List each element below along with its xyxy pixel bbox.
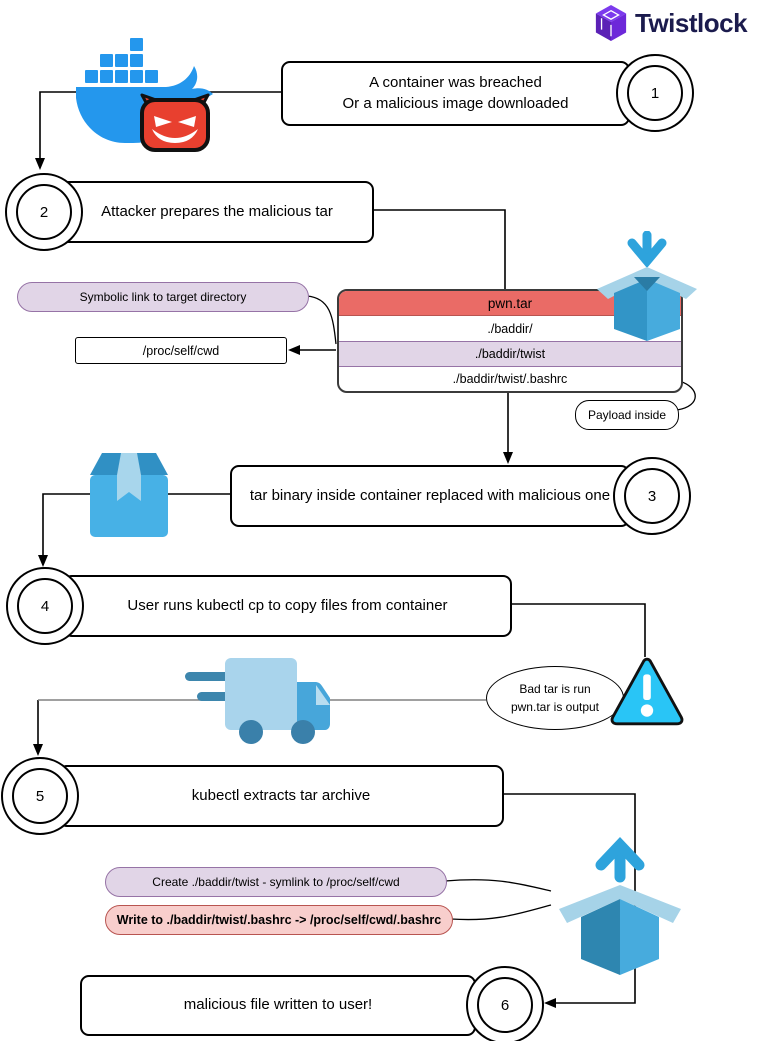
bad-tar-note-line2: pwn.tar is output (510, 700, 600, 714)
step-4-number: 4 (17, 578, 73, 634)
pack-box-icon (592, 231, 702, 343)
warning-triangle-icon (608, 654, 686, 729)
step-4-badge (6, 567, 84, 645)
create-symlink-label: Create ./baddir/twist - symlink to /proc/self/cwd (152, 875, 400, 889)
step-1-badge (616, 54, 694, 132)
step-2-number: 2 (16, 184, 72, 240)
unpack-box-icon (553, 833, 688, 978)
step-3-badge (613, 457, 691, 535)
step-6-number: 6 (477, 977, 533, 1033)
twistlock-cube-icon (594, 4, 628, 42)
step-1-label-line2: Or a malicious image downloaded (342, 94, 569, 112)
step-4-label: User runs kubectl cp to copy files from container (127, 596, 448, 614)
step-5-label: kubectl extracts tar archive (191, 786, 371, 804)
write-bashrc-label: Write to ./baddir/twist/.bashrc -> /proc/self/cwd/.bashrc (116, 913, 442, 927)
step-5-box (58, 765, 504, 827)
step-4-box (63, 575, 512, 637)
package-icon (84, 449, 174, 541)
symlink-note-label: Symbolic link to target directory (79, 290, 247, 304)
bad-tar-note-line1: Bad tar is run (519, 682, 591, 696)
step-6-badge (466, 966, 544, 1041)
cwd-target-label: /proc/self/cwd (142, 343, 220, 358)
tar-row-bashrc-label: ./baddir/twist/.bashrc (452, 372, 568, 386)
step-5-badge (1, 757, 79, 835)
step-6-label: malicious file written to user! (183, 996, 373, 1014)
cwd-target-box (75, 337, 287, 364)
tar-row-bashrc (339, 367, 681, 391)
step-3-label: tar binary inside container replaced with malicious one (249, 486, 611, 504)
payload-note-label: Payload inside (587, 408, 667, 422)
step-2-badge (5, 173, 83, 251)
devil-icon (139, 92, 211, 154)
tar-archive-name: pwn.tar (487, 295, 533, 311)
write-bashrc-pill (105, 905, 453, 935)
step-3-number: 3 (624, 468, 680, 524)
payload-note-pill (575, 400, 679, 430)
bad-tar-note-ellipse (486, 666, 624, 730)
step-3-box (230, 465, 630, 527)
step-1-label-line1: A container was breached (369, 74, 542, 92)
step-2-box (60, 181, 374, 243)
step-1-number: 1 (627, 65, 683, 121)
symlink-note-pill (17, 282, 309, 312)
step-2-label: Attacker prepares the malicious tar (101, 202, 333, 220)
step-1-box (281, 61, 630, 126)
step-5-number: 5 (12, 768, 68, 824)
tar-row-baddir-label: ./baddir/ (487, 321, 533, 336)
twistlock-wordmark: Twistlock (635, 7, 748, 38)
create-symlink-pill (105, 867, 447, 897)
tar-row-twist (339, 341, 681, 367)
tar-row-twist-label: ./baddir/twist (474, 347, 546, 361)
truck-icon (183, 652, 333, 747)
twistlock-logo (594, 4, 747, 42)
step-6-box (80, 975, 476, 1036)
